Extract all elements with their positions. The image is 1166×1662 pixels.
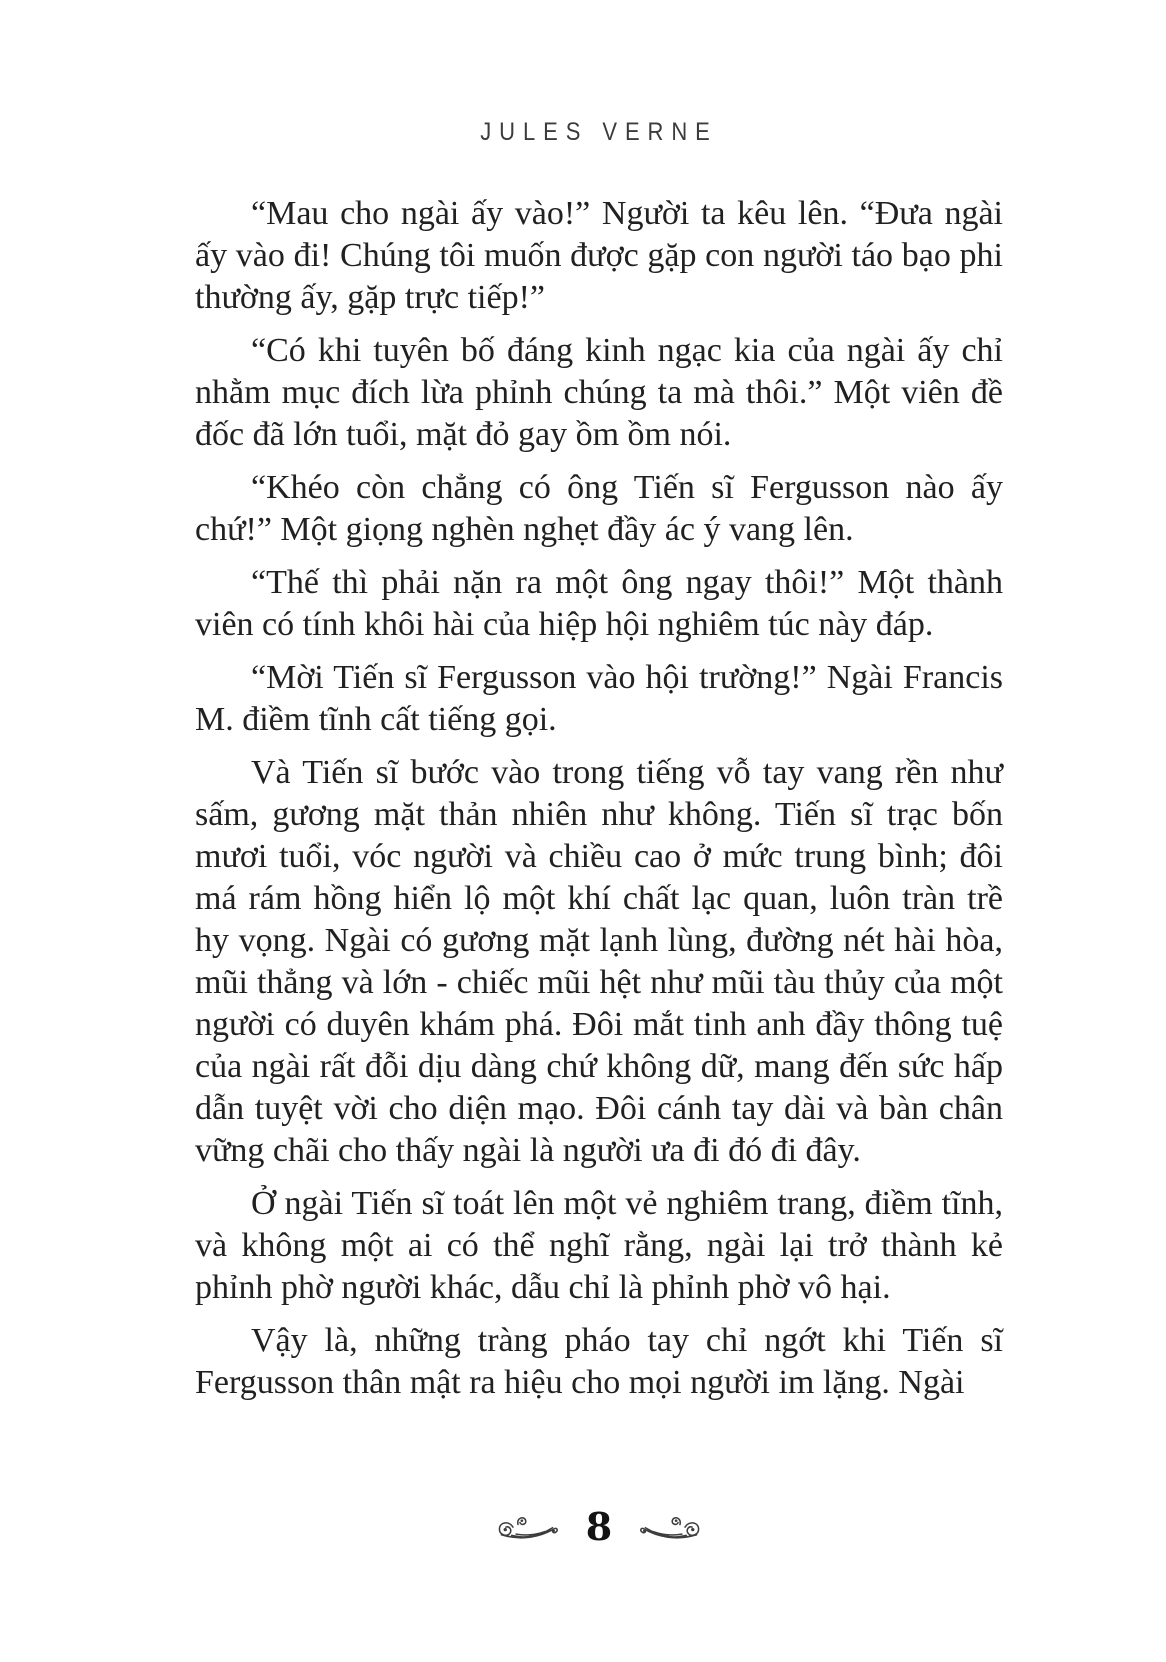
- paragraph: “Khéo còn chẳng có ông Tiến sĩ Fergusson nào ấy chứ!” Một giọng nghèn nghẹt đầy ác ý vang lên.: [195, 469, 1003, 548]
- page-number: 8: [585, 1504, 613, 1549]
- flourish-right-icon: [639, 1514, 703, 1544]
- body-text: [195, 193, 1003, 1415]
- paragraph: “Mời Tiến sĩ Fergusson vào hội trường!” Ngài Francis M. điềm tĩnh cất tiếng gọi.: [195, 659, 1003, 738]
- paragraph: Và Tiến sĩ bước vào trong tiếng vỗ tay vang rền như sấm, gương mặt thản nhiên như không. Tiến sĩ trạc bốn mươi tuổi, vóc người và chiều cao ở mức trung bình; đôi má rám hồng hiển lộ một khí chất lạc quan, luôn tràn trề hy vọng. Ngài có gương mặt lạnh lùng, đường nét hài hòa, mũi thẳng và lớn - chiếc mũi hệt như mũi tàu thủy của một người có duyên khám phá. Đôi mắt tinh anh đầy thông tuệ của ngài rất đỗi dịu dàng chứ không dữ, mang đến sức hấp dẫn tuyệt vời cho diện mạo. Đôi cánh tay dài và bàn chân vững chãi cho thấy ngài là người ưa đi đó đi đây.: [195, 754, 1003, 1169]
- paragraph: “Thế thì phải nặn ra một ông ngay thôi!” Một thành viên có tính khôi hài của hiệp hội nghiêm túc này đáp.: [195, 564, 1003, 643]
- running-header: JULES VERNE: [480, 118, 718, 146]
- page-footer: [195, 1503, 1003, 1555]
- paragraph: “Có khi tuyên bố đáng kinh ngạc kia của ngài ấy chỉ nhằm mục đích lừa phỉnh chúng ta mà thôi.” Một viên đề đốc đã lớn tuổi, mặt đỏ gay ồm ồm nói.: [195, 332, 1003, 453]
- paragraph: Vậy là, những tràng pháo tay chỉ ngớt khi Tiến sĩ Fergusson thân mật ra hiệu cho mọi người im lặng. Ngài: [195, 1322, 1003, 1401]
- flourish-left-icon: [495, 1514, 559, 1544]
- paragraph: “Mau cho ngài ấy vào!” Người ta kêu lên. “Đưa ngài ấy vào đi! Chúng tôi muốn được gặp con người táo bạo phi thường ấy, gặp trực tiếp!”: [195, 195, 1003, 316]
- paragraph: Ở ngài Tiến sĩ toát lên một vẻ nghiêm trang, điềm tĩnh, và không một ai có thể nghĩ rằng, ngài lại trở thành kẻ phỉnh phờ người khác, dẫu chỉ là phỉnh phờ vô hại.: [195, 1185, 1003, 1306]
